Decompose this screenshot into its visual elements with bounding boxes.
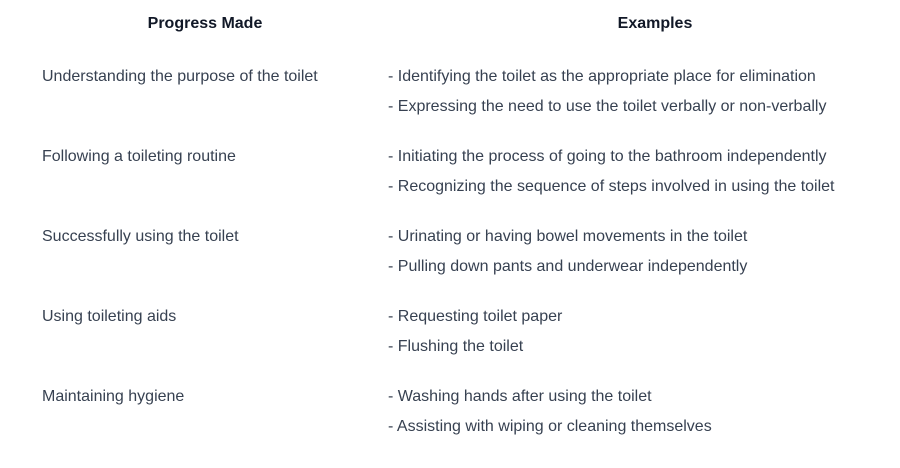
progress-cell: Following a toileting routine — [42, 148, 236, 165]
examples-cell — [388, 302, 900, 362]
example-item: - Assisting with wiping or cleaning themselves — [388, 418, 712, 435]
progress-cell: Maintaining hygiene — [42, 388, 185, 405]
example-item: - Requesting toilet paper — [388, 308, 563, 325]
examples-cell — [388, 382, 900, 442]
table-header — [0, 0, 900, 48]
header-examples: Examples — [617, 15, 693, 32]
example-item: - Flushing the toilet — [388, 338, 524, 355]
example-item: - Initiating the process of going to the bathroom independently — [388, 148, 827, 165]
examples-cell — [388, 142, 900, 202]
table-row — [0, 142, 900, 222]
progress-cell: Using toileting aids — [42, 308, 177, 325]
table-row — [0, 62, 900, 142]
example-item: - Recognizing the sequence of steps involved in using the toilet — [388, 178, 835, 195]
example-item: - Washing hands after using the toilet — [388, 388, 652, 405]
progress-cell: Understanding the purpose of the toilet — [42, 68, 318, 85]
example-item: - Urinating or having bowel movements in the toilet — [388, 228, 748, 245]
examples-cell — [388, 222, 900, 282]
table-row — [0, 302, 900, 382]
example-item: - Expressing the need to use the toilet verbally or non-verbally — [388, 98, 827, 115]
table-row — [0, 382, 900, 462]
examples-cell — [388, 62, 900, 122]
header-progress-made: Progress Made — [147, 15, 263, 32]
table-body — [0, 48, 900, 462]
example-item: - Identifying the toilet as the appropriate place for elimination — [388, 68, 816, 85]
progress-cell: Successfully using the toilet — [42, 228, 239, 245]
example-item: - Pulling down pants and underwear independently — [388, 258, 748, 275]
table-row — [0, 222, 900, 302]
